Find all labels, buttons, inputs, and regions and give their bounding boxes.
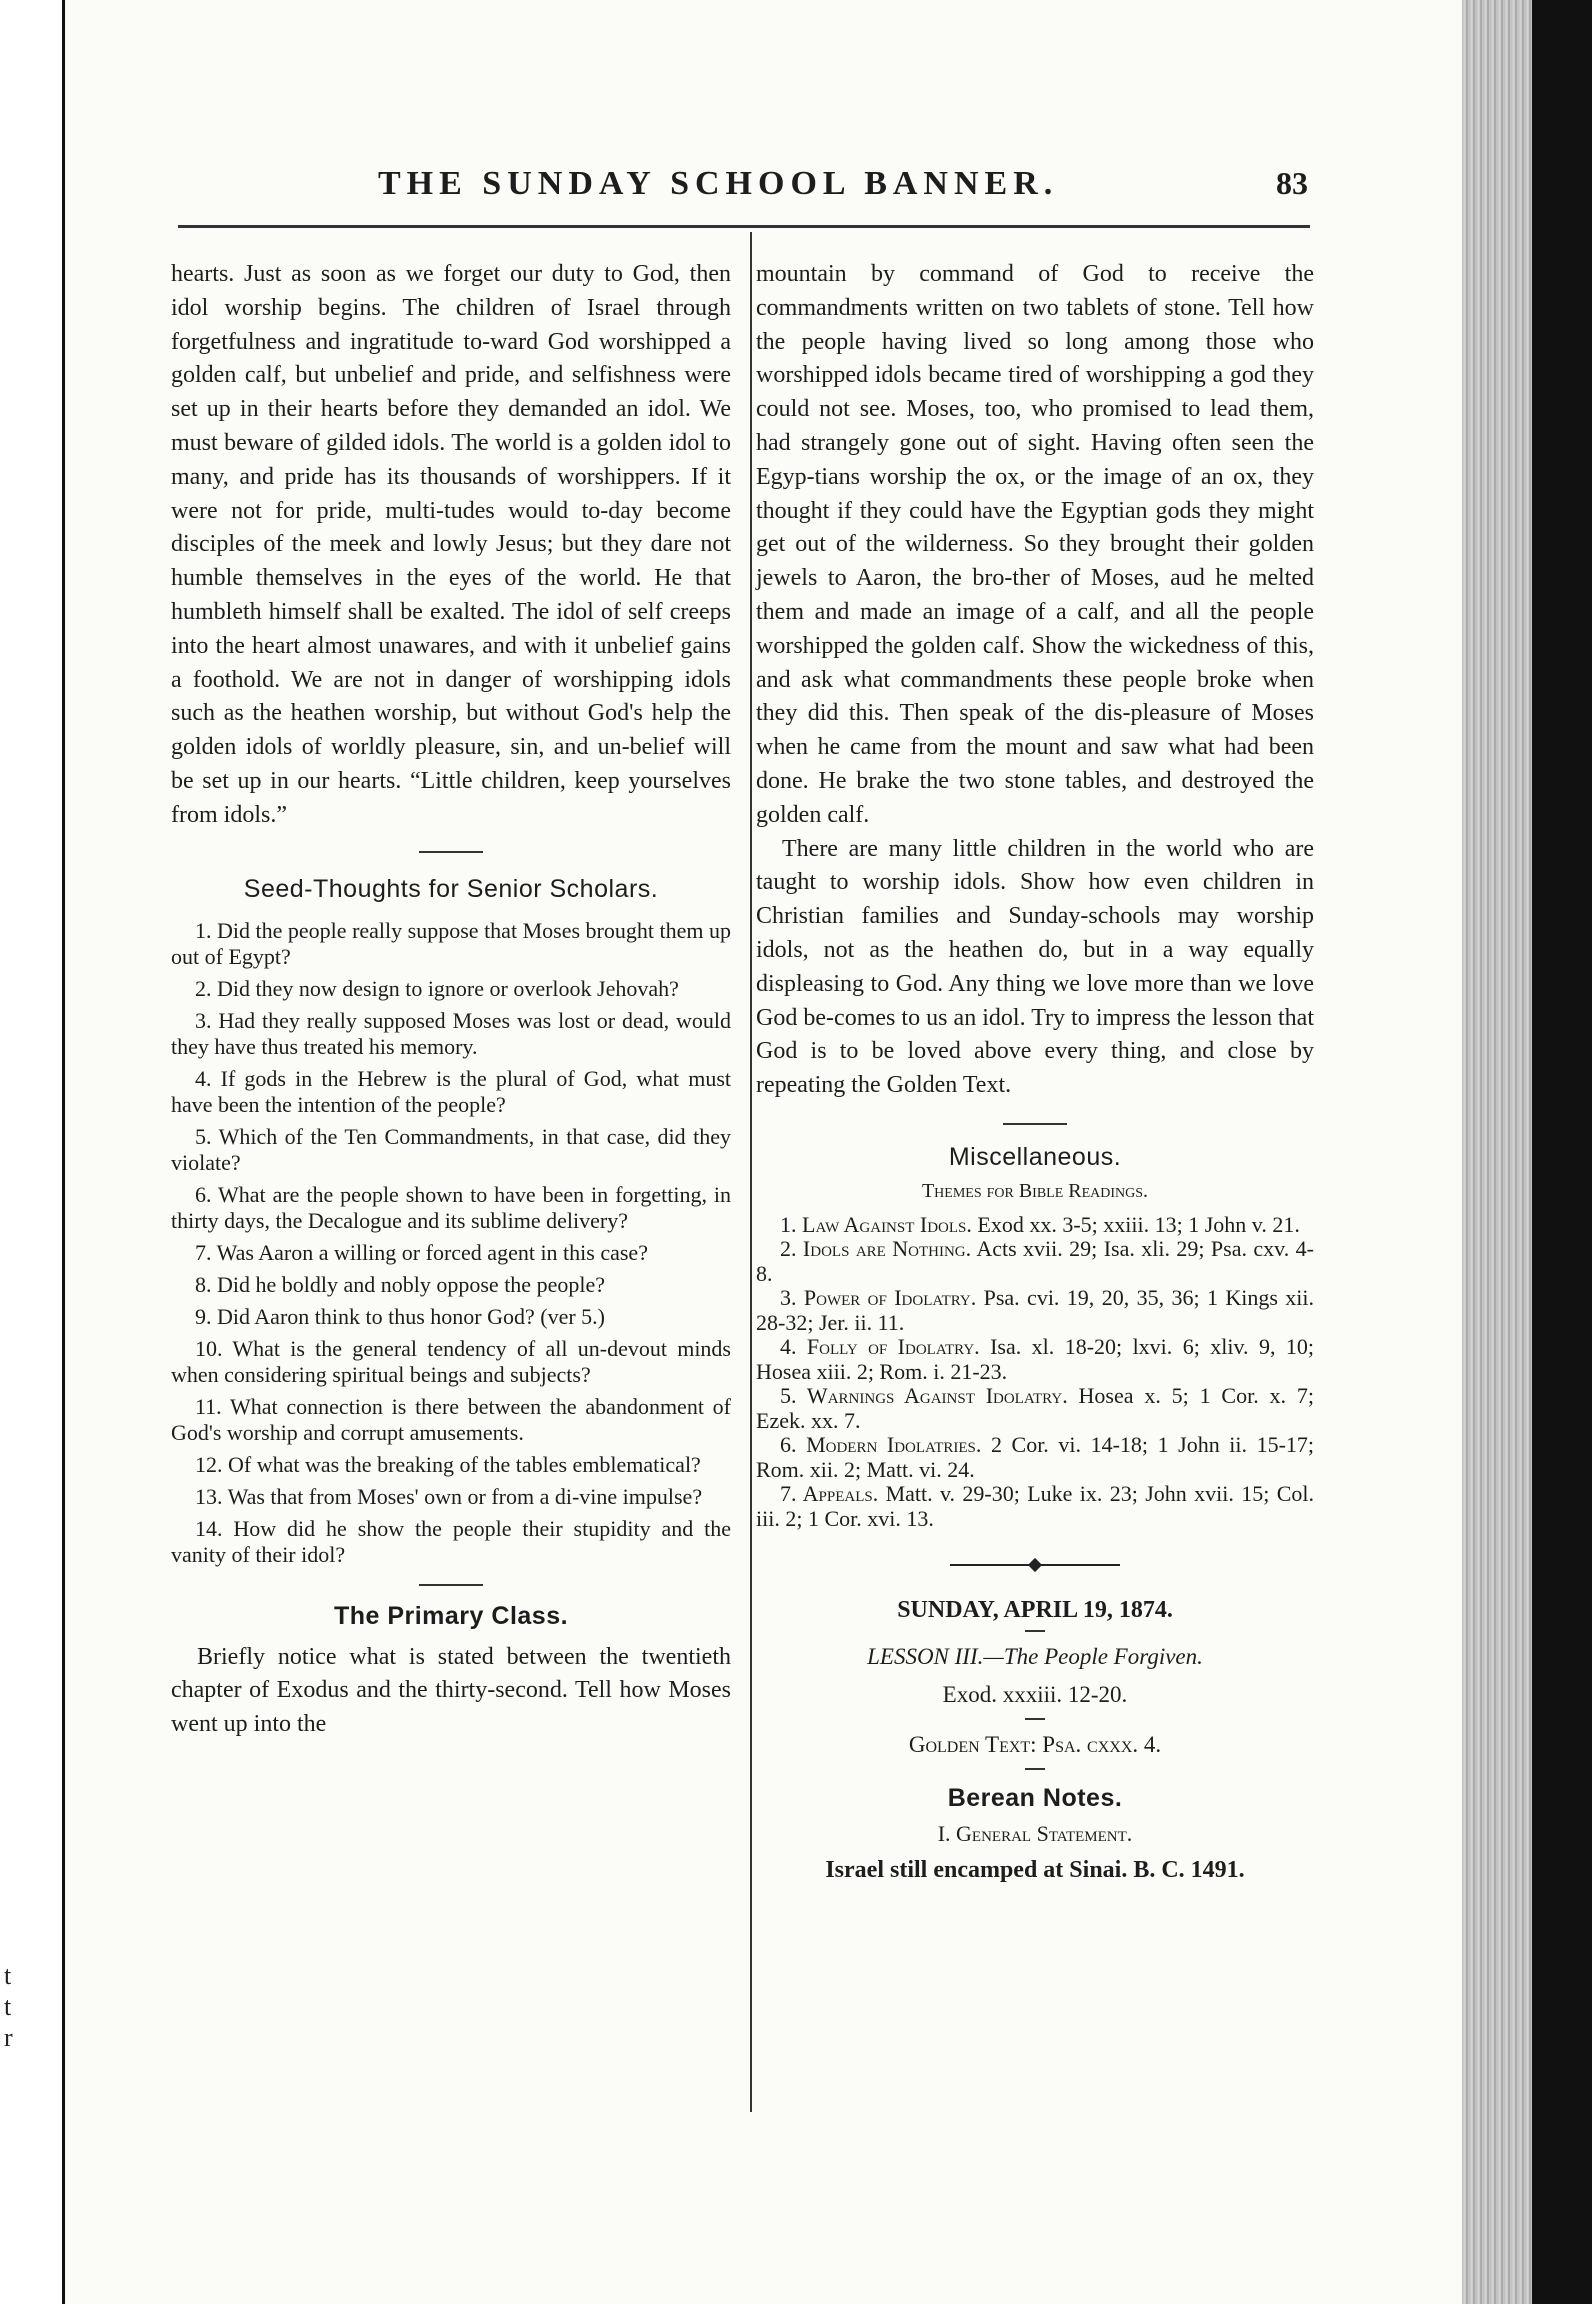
general-statement-heading: I. General Statement. <box>937 1821 1133 1847</box>
edge-char: r <box>4 2023 13 2053</box>
primary-class-paragraph: Briefly notice what is stated between the twentieth chapter of Exodus and the thirty-second. Tell how Moses went up into the <box>171 1643 731 1738</box>
section-rule <box>419 851 483 853</box>
golden-text: Golden Text: Psa. cxxx. 4. <box>908 1732 1162 1758</box>
seed-thoughts-heading: Seed-Thoughts for Senior Scholars. <box>243 874 659 903</box>
right-column <box>756 258 1314 1884</box>
binding-edge-letters <box>4 1960 14 2054</box>
theme-label: 2. Idols are Nothing. <box>780 1236 972 1262</box>
theme-refs: Isa. xl. 18-20; lxvi. 6; xliv. 9, 10; Hosea xiii. 2; Rom. i. 21-23. <box>756 1334 1314 1384</box>
question-item: 10. What is the general tendency of all un-devout minds when considering spiritual beings and subjects? <box>171 1335 731 1387</box>
question-item: 11. What connection is there between the abandonment of God's worship and corrupt amusements. <box>171 1393 731 1445</box>
mini-rule <box>1025 1630 1045 1632</box>
theme-item <box>756 1335 1314 1384</box>
theme-item <box>756 1384 1314 1433</box>
question-item: 6. What are the people shown to have been in forgetting, in thirty days, the Decalogue and its sublime delivery? <box>171 1181 731 1233</box>
question-item: 14. How did he show the people their stupidity and the vanity of their idol? <box>171 1515 731 1567</box>
left-intro-paragraph: hearts. Just as soon as we forget our duty to God, then idol worship begins. The children of Israel through forgetfulness and ingratitude to-ward God worshipped a golden calf, but unbelief and pride, and selfishness were set up in their hearts before they demanded an idol. We must beware of gilded idols. The world is a golden idol to many, and pride has its thousands of worshippers. If it were not for pride, multi-tudes would to-day become disciples of the meek and lowly Jesus; but they dare not humble themselves in the eyes of the world. He that humbleth himself shall be exalted. The idol of self creeps into the heart almost unawares, and with it unbelief gains a foothold. We are not in danger of worshipping idols such as the heathen worship, but without God's help the golden idols of worldly pleasure, sin, and un-belief will be set up in our hearts. “Little children, keep yourselves from idols.” <box>171 261 731 828</box>
left-column <box>171 258 731 1742</box>
theme-refs: Matt. v. 29-30; Luke ix. 23; John xvii. 15; Col. iii. 2; 1 Cor. xvi. 13. <box>756 1481 1314 1531</box>
general-statement-line: Israel still encamped at Sinai. B. C. 1491. <box>825 1857 1245 1884</box>
left-binding-margin <box>0 0 65 2304</box>
lesson-title: LESSON III.—The People Forgiven. <box>867 1644 1203 1670</box>
running-title: THE SUNDAY SCHOOL BANNER. <box>378 165 1059 202</box>
theme-label: 4. Folly of Idolatry. <box>780 1334 980 1360</box>
theme-item <box>756 1213 1314 1238</box>
theme-refs: 2 Cor. vi. 14-18; 1 John ii. 15-17; Rom. xii. 2; Matt. vi. 24. <box>756 1432 1315 1482</box>
lesson-date-heading: SUNDAY, APRIL 19, 1874. <box>897 1597 1173 1624</box>
question-item: 5. Which of the Ten Commandments, in that case, did they violate? <box>171 1123 731 1175</box>
theme-label: 1. Law Against Idols. <box>780 1211 972 1237</box>
header-rule <box>178 225 1310 228</box>
theme-item <box>756 1433 1314 1482</box>
page-edge-stack <box>1462 0 1592 2304</box>
question-item: 13. Was that from Moses' own or from a di-vine impulse? <box>195 1483 703 1509</box>
ornament-rule <box>950 1559 1120 1571</box>
themes-subheading: Themes for Bible Readings. <box>921 1179 1149 1202</box>
right-second-paragraph: There are many little children in the world who are taught to worship idols. Show how even children in Christian families and Sunday-schools may worship idols, not as the heathen do, but in a way equally displeasing to God. Any thing we love more than we love God be-comes to us an idol. Try to impress the lesson that God is to be loved above every thing, and close by repeating the Golden Text. <box>756 835 1314 1099</box>
mini-rule <box>1025 1718 1045 1720</box>
question-item: 1. Did the people really suppose that Moses brought them up out of Egypt? <box>171 917 731 969</box>
berean-notes-heading: Berean Notes. <box>947 1784 1123 1813</box>
question-item: 9. Did Aaron think to thus honor God? (ver 5.) <box>195 1303 605 1329</box>
theme-label: 6. Modern Idolatries. <box>780 1432 982 1458</box>
theme-refs: Exod xx. 3-5; xxiii. 13; 1 John v. 21. <box>977 1211 1300 1237</box>
question-item: 4. If gods in the Hebrew is the plural of God, what must have been the intention of the people? <box>171 1065 731 1117</box>
theme-label: 5. Warnings Against Idolatry. <box>780 1383 1068 1409</box>
question-item: 2. Did they now design to ignore or overlook Jehovah? <box>195 975 679 1001</box>
theme-item <box>756 1237 1314 1286</box>
section-rule <box>1003 1123 1067 1125</box>
theme-refs: Psa. cvi. 19, 20, 35, 36; 1 Kings xii. 28-32; Jer. ii. 11. <box>756 1285 1314 1335</box>
edge-char: t <box>4 1992 12 2022</box>
right-continued-paragraph: mountain by command of God to receive the commandments written on two tablets of stone. Tell how the people having lived so long among those who worshipped idols became tired of worshipping a god they could not see. Moses, too, who promised to lead them, had strangely gone out of sight. Having often seen the Egyp-tians worship the ox, or the image of an ox, they thought if they could have the Egyptian gods they might get out of the wilderness. So they brought their golden jewels to Aaron, the bro-ther of Moses, aud he melted them and made an image of a calf, and all the people worshipped the golden calf. Show the wickedness of this, and ask what commandments these people broke when they did this. Then speak of the dis-pleasure of Moses when he came from the mount and saw what had been done. He brake the two stone tables, and destroyed the golden calf. <box>756 261 1314 828</box>
column-divider <box>750 232 752 2112</box>
theme-label: 7. Appeals. <box>780 1481 879 1507</box>
question-item: 12. Of what was the breaking of the tables emblematical? <box>195 1451 701 1477</box>
question-item: 3. Had they really supposed Moses was lost or dead, would they have thus treated his memory. <box>171 1007 731 1059</box>
primary-class-heading: The Primary Class. <box>333 1601 569 1630</box>
theme-refs: Hosea x. 5; 1 Cor. x. 7; Ezek. xx. 7. <box>756 1383 1314 1433</box>
theme-item <box>756 1286 1314 1335</box>
themes-list <box>756 1213 1314 1532</box>
theme-refs: Acts xvii. 29; Isa. xli. 29; Psa. cxv. 4-8. <box>756 1236 1314 1286</box>
question-item: 7. Was Aaron a willing or forced agent in this case? <box>195 1239 648 1265</box>
section-rule <box>419 1584 483 1586</box>
running-header <box>312 165 1312 211</box>
question-list <box>171 918 731 1568</box>
miscellaneous-heading: Miscellaneous. <box>948 1142 1122 1171</box>
theme-item <box>756 1482 1314 1531</box>
mini-rule <box>1025 1768 1045 1770</box>
question-item: 8. Did he boldly and nobly oppose the people? <box>195 1271 605 1297</box>
theme-label: 3. Power of Idolatry. <box>780 1285 977 1311</box>
edge-char: t <box>4 1961 12 1990</box>
lesson-scripture-ref: Exod. xxxiii. 12-20. <box>942 1682 1128 1708</box>
page-number: 83 <box>1276 165 1308 201</box>
